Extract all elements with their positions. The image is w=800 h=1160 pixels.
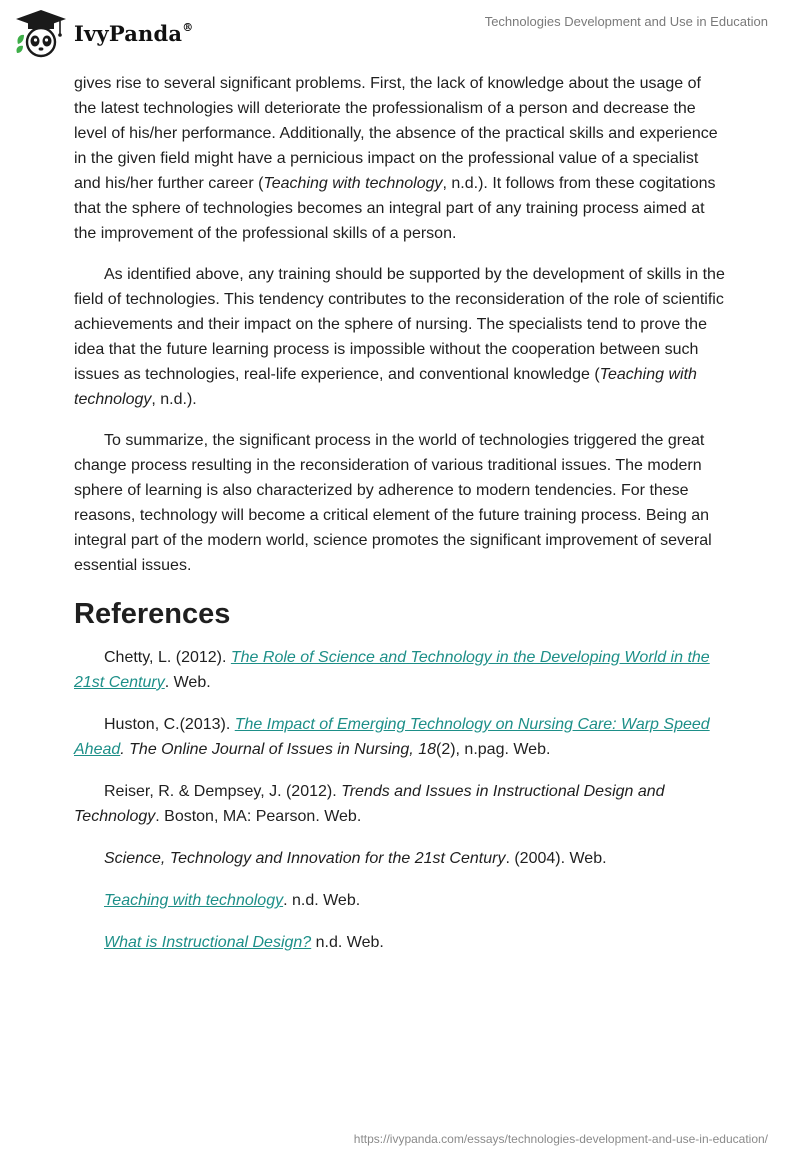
reference-link[interactable]: The Impact of Emerging Technology on Nursing Care: Warp Speed Ahead <box>74 716 710 758</box>
reference-entry: Science, Technology and Innovation for the 21st Century. (2004). Web. <box>104 850 607 867</box>
references-heading: References <box>74 598 231 630</box>
body-paragraph: To summarize, the significant process in the world of technologies triggered the great change process resulting in the reconsideration of various traditional issues. The modern sphere of learning is also characterized by adherence to modern tendencies. For these reasons, technology will become a critical element of the future training process. Being an integral part of the modern world, science promotes the significant improvement of several essential issues. <box>74 432 712 574</box>
body-paragraph: As identified above, any training should be supported by the development of skills in the field of technologies. This tendency contributes to the reconsideration of the role of scientific achievements and their impact on the sphere of nursing. The specialists tend to prove the idea that the future learning process is impossible without the cooperation between such issues as technologies, real-life experience, and conventional knowledge (Teaching with technology, n.d.). <box>74 266 725 408</box>
body-paragraph: gives rise to several significant problems. First, the lack of knowledge about the usage of the latest technologies will deteriorate the professionalism of a person and decrease the level of his/her performance. Additionally, the absence of the practical skills and experience in the given field might have a pernicious impact on the professional value of a specialist and his/her further career (Teaching with technology, n.d.). It follows from these cogitations that the sphere of technologies becomes an integral part of any training process aimed at the improvement of the professional skills of a person. <box>74 75 718 242</box>
reference-entry: Reiser, R. & Dempsey, J. (2012). Trends and Issues in Instructional Design and Technology. Boston, MA: Pearson. Web. <box>74 783 665 825</box>
citation: Teaching with technology <box>263 175 443 192</box>
ivypanda-logo[interactable] <box>14 8 193 58</box>
essay-content <box>74 71 726 972</box>
reference-link[interactable]: What is Instructional Design? <box>104 934 312 951</box>
reference-entry: Chetty, L. (2012). The Role of Science and Technology in the Developing World in the 21st Century. Web. <box>74 649 710 691</box>
document-title: Technologies Development and Use in Education <box>484 14 768 29</box>
reference-link[interactable]: Teaching with technology <box>104 892 284 909</box>
reference-entry: Huston, C.(2013). The Impact of Emerging Technology on Nursing Care: Warp Speed Ahead. The Online Journal of Issues in Nursing, 18(2), n.pag. Web. <box>74 716 710 758</box>
reference-entry: What is Instructional Design? n.d. Web. <box>104 934 384 951</box>
reference-link[interactable]: The Role of Science and Technology in the Developing World in the 21st Century <box>74 649 710 691</box>
page-header <box>0 0 800 70</box>
reference-entry: Teaching with technology. n.d. Web. <box>104 892 361 909</box>
citation: Teaching with technology <box>74 366 697 408</box>
source-url: https://ivypanda.com/essays/technologies-development-and-use-in-education/ <box>353 1132 768 1146</box>
panda-graduate-icon <box>14 8 68 58</box>
brand-name: IvyPanda® <box>74 20 194 46</box>
